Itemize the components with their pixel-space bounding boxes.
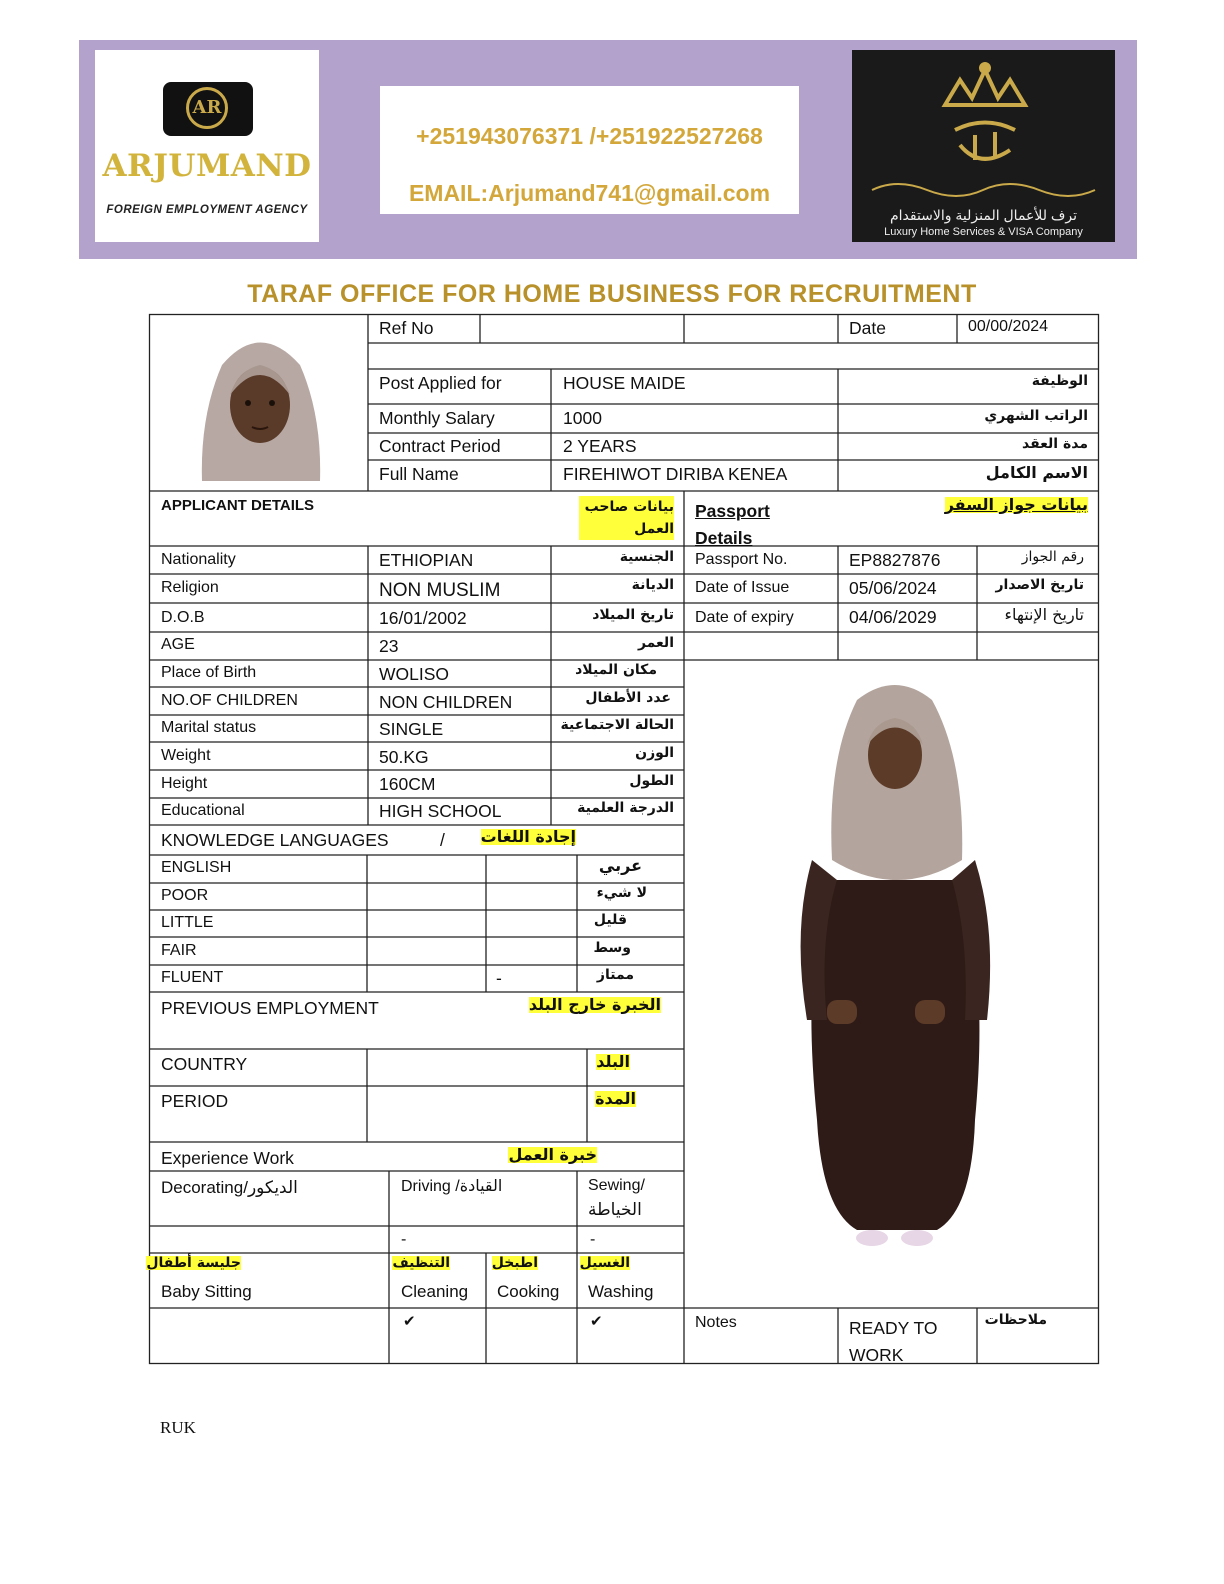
lang-row-fair-arabic: وسط [593,940,631,956]
age-arabic: العمر [637,635,674,651]
cleaning-checkmark-icon: ✔ [403,1313,416,1330]
lang-row-english: ENGLISH [161,859,232,876]
religion-label: Religion [161,579,219,596]
languages-slash: / [440,830,445,850]
height-arabic: الطول [629,773,674,789]
date-of-expiry-value: 04/06/2029 [849,607,937,627]
height-value: 160CM [379,774,436,794]
full-name-label: Full Name [379,464,459,484]
lang-row-fair: FAIR [161,942,197,959]
cooking-label: Cooking [497,1282,560,1301]
dob-value: 16/01/2002 [379,608,467,628]
notes-value: READY TO WORK [849,1318,938,1365]
passport-details-heading: Passport Details [695,501,770,548]
agency-tagline: FOREIGN EMPLOYMENT AGENCY [106,204,308,216]
cleaning-arabic: التنظيف [392,1255,450,1271]
languages-heading: KNOWLEDGE LANGUAGES [161,830,389,850]
date-of-issue-value: 05/06/2024 [849,578,937,598]
driving-mark: - [401,1231,407,1248]
marital-status-arabic: الحالة الاجتماعية [560,717,674,733]
marital-status-label: Marital status [161,719,257,736]
dob-arabic: تاريخ الميلاد [592,607,674,623]
applicant-full-body-photo [707,670,1073,1263]
email-address: EMAIL:Arjumand741@gmail.com [408,180,771,206]
applicant-portrait-photo [182,325,338,481]
lang-row-poor-arabic: لا شيء [596,885,647,901]
children-arabic: عدد الأطفال [585,690,671,706]
contract-period-label: Contract Period [379,436,501,456]
religion-arabic: الديانة [631,577,674,593]
place-of-birth-arabic: مكان الميلاد [575,662,657,678]
passport-details-arabic: بيانات جواز السفر [944,495,1088,514]
passport-no-label: Passport No. [695,551,788,568]
decorating-label: Decorating/الديكور [161,1178,298,1197]
marital-status-value: SINGLE [379,719,444,739]
age-value: 23 [379,636,399,656]
taraf-english-name: Luxury Home Services & VISA Company [884,226,1083,238]
footer-initials: RUK [160,1418,196,1437]
nationality-value: ETHIOPIAN [379,550,474,570]
cleaning-label: Cleaning [401,1282,469,1301]
applicant-details-arabic: بيانات صاحب العمل [579,496,674,540]
monthly-salary-label: Monthly Salary [379,408,495,428]
date-of-expiry-label: Date of expiry [695,609,794,626]
children-value: NON CHILDREN [379,692,513,712]
educational-label: Educational [161,802,245,819]
contract-period-value: 2 YEARS [563,436,637,456]
baby-sitting-arabic: جليسة أطفال [146,1255,241,1271]
monthly-salary-arabic: الراتب الشهري [984,408,1088,424]
notes-label: Notes [695,1314,737,1331]
full-name-value: FIREHIWOT DIRIBA KENEA [563,464,788,484]
monthly-salary-value: 1000 [563,408,602,428]
lang-row-fluent-mark: - [496,968,502,988]
weight-value: 50.KG [379,747,429,767]
children-label: NO.OF CHILDREN [161,692,298,709]
ar-monogram-badge [163,82,253,136]
washing-label: Washing [588,1282,654,1301]
weight-label: Weight [161,747,211,764]
previous-employment-heading: PREVIOUS EMPLOYMENT [161,998,379,1018]
contact-box [380,86,799,214]
ref-no-label: Ref No [379,318,434,338]
applicant-details-heading: APPLICANT DETAILS [161,497,315,514]
experience-work-arabic: خبرة العمل [508,1145,597,1164]
nationality-arabic: الجنسية [619,549,674,565]
place-of-birth-value: WOLISO [379,664,450,684]
date-of-issue-arabic: تاريخ الاصدار [995,577,1084,593]
washing-checkmark-icon: ✔ [590,1313,603,1330]
passport-no-arabic: رقم الجواز [1021,549,1084,565]
period-arabic: المدة [595,1089,636,1108]
taraf-arabic-name: ترف للأعمال المنزلية والاستقدام [889,207,1078,223]
lang-row-little-arabic: قليل [593,912,627,928]
notes-arabic: ملاحظات [984,1312,1047,1328]
dob-label: D.O.B [161,609,205,626]
post-applied-arabic: الوظيفة [1031,373,1088,389]
passport-no-value: EP8827876 [849,550,941,570]
baby-sitting-label: Baby Sitting [161,1282,252,1301]
phone-numbers: +251943076371 /+251922527268 [416,123,763,149]
post-applied-label: Post Applied for [379,373,502,393]
post-applied-value: HOUSE MAIDE [563,373,686,393]
lang-row-poor: POOR [161,887,209,904]
ar-monogram: AR [186,87,228,129]
arjumand-logo [95,50,319,242]
educational-value: HIGH SCHOOL [379,801,502,821]
lang-row-little: LITTLE [161,914,214,931]
washing-arabic: الغسيل [579,1255,630,1271]
languages-arabic: إجادة اللغات [480,827,576,846]
date-label: Date [849,318,886,338]
cooking-arabic: اطبخل [491,1255,538,1271]
contract-period-arabic: مدة العقد [1021,436,1088,452]
place-of-birth-label: Place of Birth [161,664,257,681]
sewing-label: Sewing/ [588,1177,645,1194]
period-label: PERIOD [161,1091,229,1111]
age-label: AGE [161,636,195,653]
page-title: TARAF OFFICE FOR HOME BUSINESS FOR RECRUITMENT [247,280,977,308]
sewing-arabic: الخياطة [588,1200,642,1219]
date-of-issue-label: Date of Issue [695,579,790,596]
lang-row-fluent-arabic: ممتاز [596,967,634,983]
lang-row-english-arabic: عربي [598,856,642,875]
ornament-icon [867,178,1100,202]
previous-employment-arabic: الخبرة خارج البلد [528,995,661,1014]
country-arabic: البلد [596,1052,630,1071]
country-label: COUNTRY [161,1054,248,1074]
taraf-logo [852,50,1115,242]
nationality-label: Nationality [161,551,236,568]
lang-row-fluent: FLUENT [161,969,224,986]
date-value: 00/00/2024 [968,318,1049,335]
sewing-mark: - [590,1231,596,1248]
crown-icon [930,60,1040,180]
religion-value: NON MUSLIM [379,580,501,601]
weight-arabic: الوزن [635,745,674,761]
driving-label: Driving /القيادة [401,1178,503,1195]
full-name-arabic: الاسم الكامل [985,463,1088,482]
educational-arabic: الدرجة العلمية [577,800,674,816]
experience-work-heading: Experience Work [161,1148,294,1168]
agency-name: ARJUMAND [102,148,312,184]
height-label: Height [161,775,208,792]
date-of-expiry-arabic: تاريخ الإنتهاء [1004,605,1084,624]
